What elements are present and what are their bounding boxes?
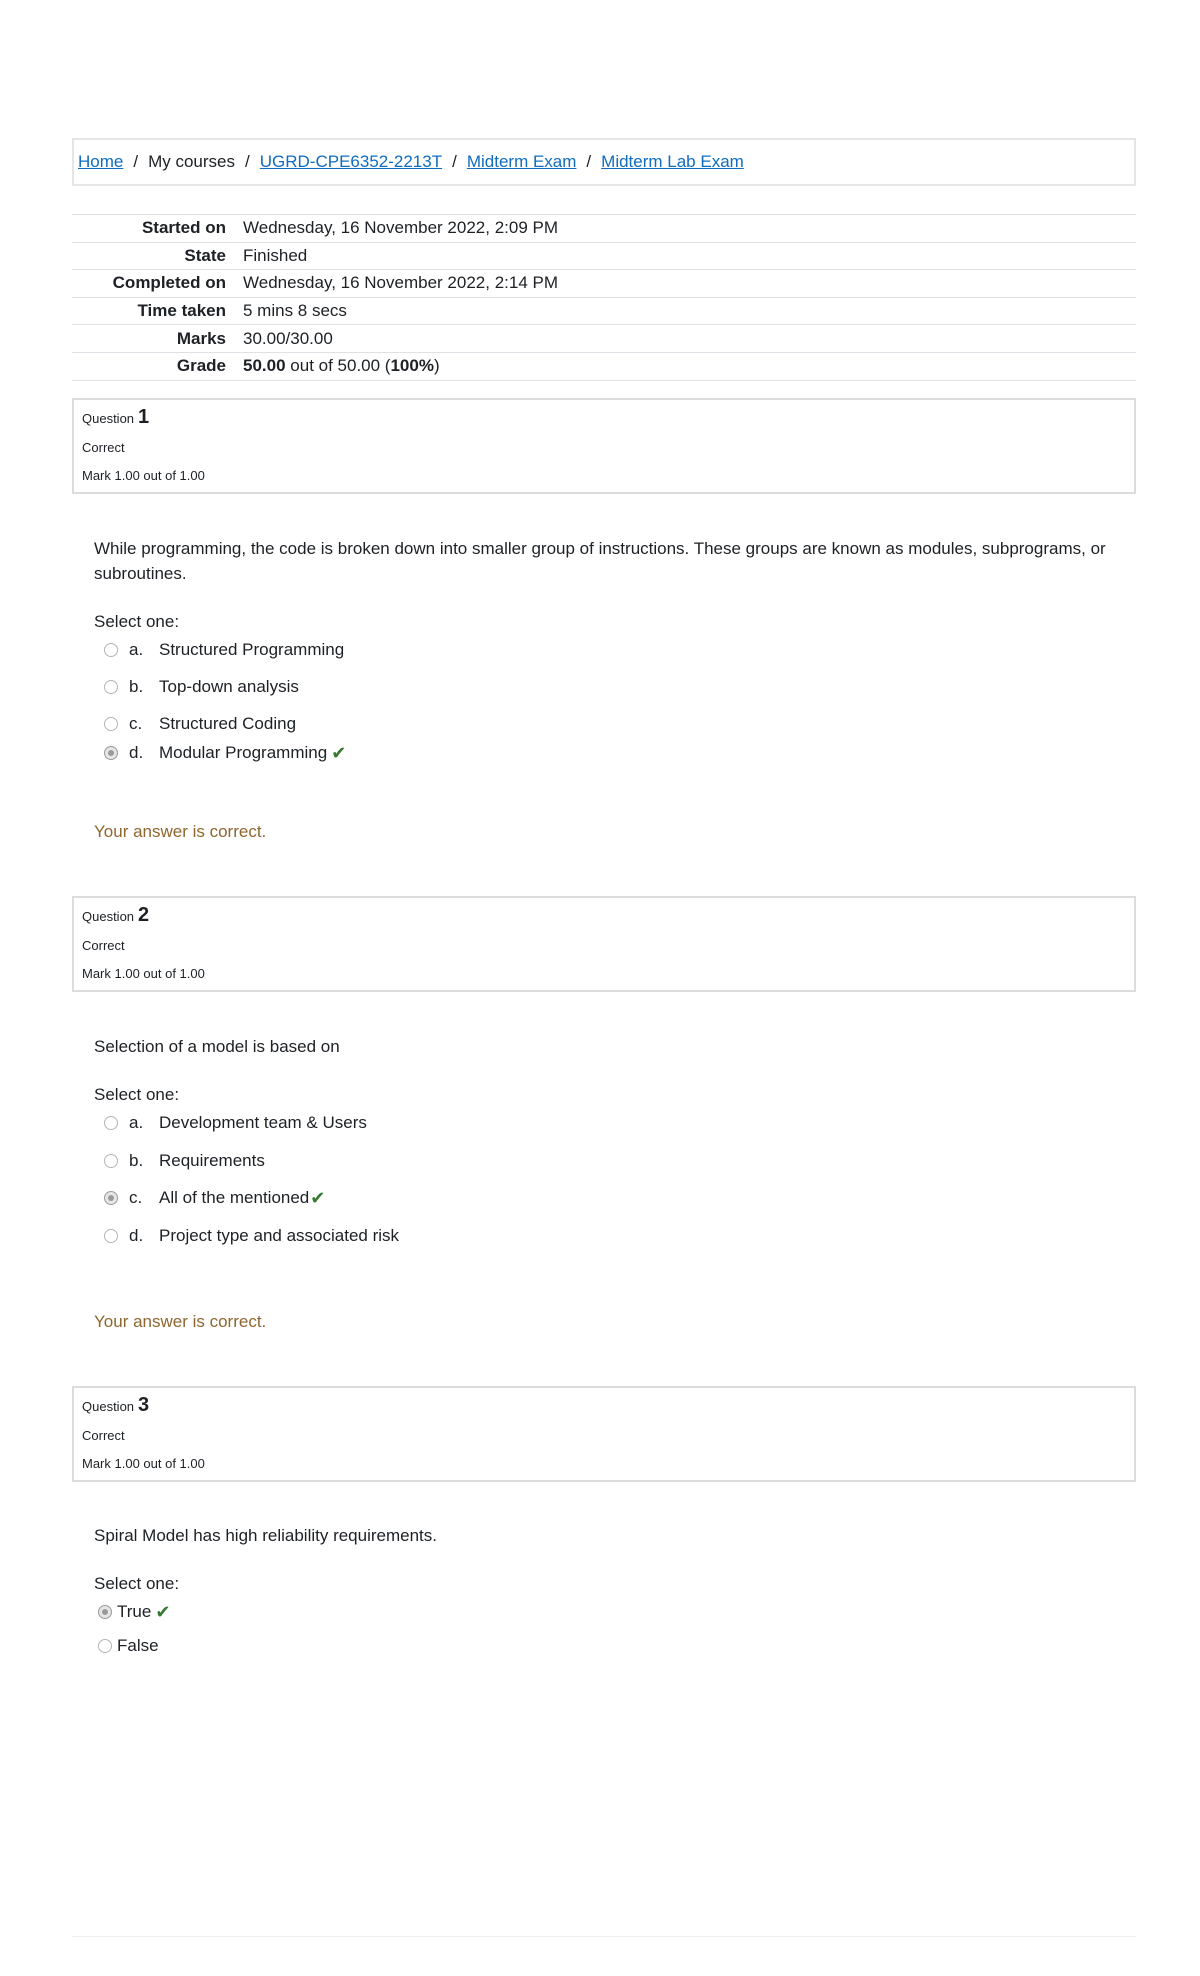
- question-mark: Mark 1.00 out of 1.00: [82, 468, 205, 483]
- question-number: [82, 906, 1126, 930]
- answer-option[interactable]: [104, 640, 344, 660]
- option-text: Development team & Users: [159, 1113, 367, 1132]
- option-letter: c.: [129, 1188, 143, 1207]
- summary-row-started: [72, 215, 1136, 243]
- grade-score: 50.00: [243, 356, 286, 376]
- breadcrumb-separator: /: [586, 152, 592, 171]
- question-text: While programming, the code is broken down into smaller group of instructions. These groups are known as modules, subprograms, or subroutines.: [94, 539, 1106, 583]
- answer-feedback: Your answer is correct.: [94, 822, 267, 841]
- attempt-summary-table: [72, 214, 1136, 381]
- summary-row-time: [72, 298, 1136, 326]
- answer-option[interactable]: [104, 1151, 265, 1171]
- radio-button-checked[interactable]: [98, 1605, 112, 1619]
- summary-value: Wednesday, 16 November 2022, 2:14 PM: [243, 273, 558, 293]
- question-mark: Mark 1.00 out of 1.00: [82, 966, 205, 981]
- check-icon: ✔: [310, 1188, 326, 1208]
- answer-option-selected[interactable]: [98, 1602, 170, 1622]
- summary-label: Time taken: [137, 301, 226, 321]
- question-number: [82, 1396, 1126, 1420]
- quiz-review-page: [72, 0, 1136, 1976]
- select-one-prompt: Select one:: [94, 1574, 180, 1593]
- radio-button[interactable]: [104, 717, 118, 731]
- option-letter: b.: [129, 677, 144, 696]
- answer-option[interactable]: [104, 1226, 399, 1246]
- answer-option[interactable]: [104, 714, 296, 734]
- summary-row-state: [72, 243, 1136, 271]
- radio-button[interactable]: [104, 643, 118, 657]
- question-info-box: [72, 896, 1136, 992]
- option-text: Top-down analysis: [159, 677, 299, 696]
- summary-value: Finished: [243, 245, 308, 265]
- summary-row-grade: [72, 353, 1136, 381]
- breadcrumb: [72, 138, 1136, 186]
- summary-value: 30.00/30.00: [243, 328, 333, 348]
- radio-button[interactable]: [104, 1229, 118, 1243]
- question-label: Question: [82, 909, 135, 924]
- question-state: Correct: [82, 440, 125, 455]
- footer-divider: [72, 1936, 1136, 1937]
- answer-option[interactable]: [98, 1636, 159, 1656]
- question-state: Correct: [82, 1428, 125, 1443]
- option-text: Requirements: [159, 1151, 265, 1170]
- summary-label: Marks: [176, 328, 226, 348]
- option-letter: d.: [129, 1226, 144, 1245]
- answer-option-selected[interactable]: [104, 1188, 325, 1208]
- breadcrumb-exam-link[interactable]: Midterm Lab Exam: [601, 152, 744, 171]
- question-number-value: 1: [138, 406, 150, 428]
- question-mark: Mark 1.00 out of 1.00: [82, 1456, 205, 1471]
- question-number: [82, 408, 1126, 432]
- grade-total: out of 50.00 (: [290, 356, 391, 376]
- select-one-prompt: Select one:: [94, 1085, 180, 1104]
- answer-feedback: Your answer is correct.: [94, 1312, 267, 1331]
- option-text: True: [117, 1602, 152, 1621]
- question-label: Question: [82, 1399, 135, 1414]
- option-text: Structured Programming: [159, 640, 345, 659]
- option-letter: c.: [129, 714, 143, 733]
- option-letter: b.: [129, 1151, 144, 1170]
- question-text: Spiral Model has high reliability requirements.: [94, 1526, 437, 1545]
- radio-button-checked[interactable]: [104, 1191, 118, 1205]
- question-state: Correct: [82, 938, 125, 953]
- summary-label: Started on: [141, 218, 226, 238]
- select-one-prompt: Select one:: [94, 612, 180, 631]
- question-info-box: [72, 398, 1136, 494]
- summary-label: Completed on: [112, 273, 226, 293]
- radio-button[interactable]: [104, 1154, 118, 1168]
- summary-row-completed: [72, 270, 1136, 298]
- answer-option-selected[interactable]: [104, 743, 346, 763]
- option-text: All of the mentioned: [159, 1188, 310, 1207]
- summary-row-marks: [72, 325, 1136, 353]
- summary-label: Grade: [176, 356, 226, 376]
- check-icon: ✔: [331, 743, 347, 763]
- radio-button-checked[interactable]: [104, 746, 118, 760]
- option-text: Project type and associated risk: [159, 1226, 400, 1245]
- answer-option[interactable]: [104, 1113, 367, 1133]
- breadcrumb-separator: /: [245, 152, 250, 171]
- check-icon: ✔: [155, 1602, 171, 1622]
- question-number-value: 3: [138, 1394, 150, 1416]
- breadcrumb-course-link[interactable]: UGRD-CPE6352-2213T: [259, 152, 443, 171]
- grade-percent: 100%: [390, 356, 434, 376]
- breadcrumb-separator: /: [133, 152, 139, 171]
- summary-value: 5 mins 8 secs: [243, 301, 347, 321]
- summary-value: [243, 356, 440, 376]
- breadcrumb-section-link[interactable]: Midterm Exam: [466, 152, 577, 171]
- option-text: Modular Programming: [159, 743, 328, 762]
- question-info-box: [72, 1386, 1136, 1482]
- breadcrumb-home-link[interactable]: Home: [78, 152, 124, 171]
- question-number-value: 2: [138, 904, 150, 926]
- radio-button[interactable]: [104, 1116, 118, 1130]
- option-text: Structured Coding: [159, 714, 297, 733]
- breadcrumb-my-courses: My courses: [148, 152, 236, 171]
- summary-label: State: [184, 245, 226, 265]
- option-text: False: [117, 1636, 159, 1655]
- answer-option[interactable]: [104, 677, 299, 697]
- question-text: Selection of a model is based on: [94, 1037, 340, 1056]
- grade-close: ): [433, 356, 440, 376]
- question-label: Question: [82, 411, 135, 426]
- option-letter: a.: [129, 1113, 144, 1132]
- option-letter: a.: [129, 640, 144, 659]
- summary-value: Wednesday, 16 November 2022, 2:09 PM: [243, 218, 558, 238]
- radio-button[interactable]: [98, 1639, 112, 1653]
- breadcrumb-separator: /: [452, 152, 457, 171]
- radio-button[interactable]: [104, 680, 118, 694]
- option-letter: d.: [129, 743, 144, 762]
